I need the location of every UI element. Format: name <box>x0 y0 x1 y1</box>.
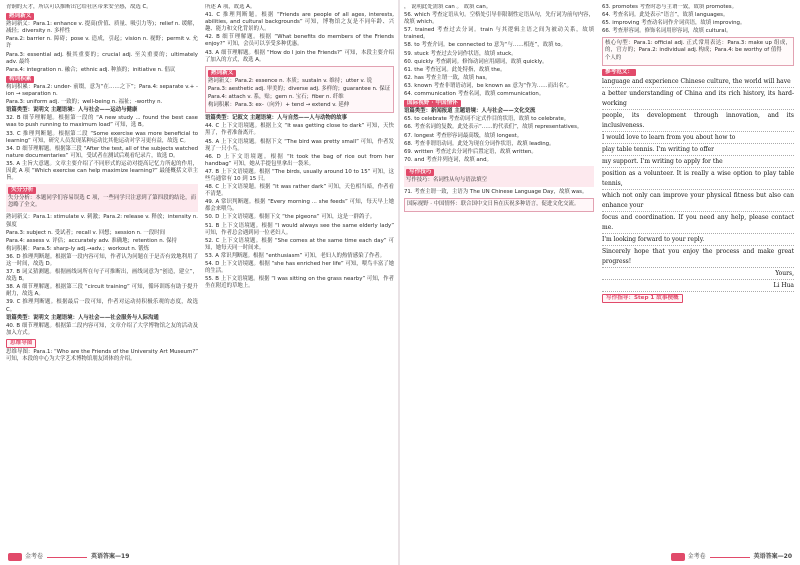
text-line: 青铜的天才，所以可以推断出它给社区带来安全感，故选 C。 <box>6 4 152 10</box>
essay-signature: Li Hua <box>602 281 794 292</box>
text-line: 46. D 上下文语境题。根据 “It took the bag of rice out from her handbag” 可知，她从手提包里拿出一袋米。 <box>205 153 394 167</box>
model-essay <box>602 77 794 292</box>
text-line: 常用表达：Para.3: make up 组成，构成；Para.4: be worthy of 值得 <box>698 40 791 54</box>
text-line: 45. A 上下文语境题。根据下文 “The bird was pretty small” 可知，作者发现了一只小鸟。 <box>205 138 394 152</box>
text-line: 39. C 推理判断题。根据最后一段可知，作者对运动持积极乐观的态度，故选 C。 <box>6 299 198 313</box>
page-number: 英语答案—20 <box>753 553 792 560</box>
text-line: ， 说明此处需填 can 。 故填 can。 <box>404 4 492 10</box>
text-line: 52. C 上下文语境题。根据 “She comes at the same time each day” 可知，她每天同一时间来。 <box>205 237 394 251</box>
text-line: Para.3: essential adj. 极其重要的；crucial adj. 至关重要的；ultimately adv. 最终 <box>6 51 198 65</box>
essay-line: focus and coordination. If you need any help, please contact me. <box>602 213 794 234</box>
text-line: 48. C 上下文语境题。根据 “it was rather dark” 可知，天色相当暗，作者看不清楚。 <box>205 184 394 198</box>
essay-closing: Yours, <box>602 269 794 280</box>
text-line: Para.4: integration n. 融合；ethnic adj. 种族的；initiative n. 倡议 <box>6 66 176 73</box>
essay-line: Sincerely hope that you enjoy the process and make great progress! <box>602 247 794 268</box>
vocab-grid <box>602 37 794 65</box>
footer-divider <box>47 557 87 558</box>
text-line: 49. A 常识判断题。根据 “Every morning ... she feeds” 可知，每天早上她都会来喂鸟。 <box>205 199 394 213</box>
right-page-column-1 <box>402 4 596 552</box>
text-line: 66. 考查名词的复数。此处表示“……的代表们”，故填 representatives。 <box>404 124 583 131</box>
section-tag: 熟词新义 <box>208 70 236 77</box>
essay-line: I'm looking forward to your reply. <box>602 235 794 246</box>
left-footer <box>8 552 129 562</box>
page-number: 英语答案—19 <box>91 553 130 560</box>
text-line: 38. A 细节理解题。根据第三段 “circuit training” 可知，循环训练有助于提升耐力，故选 A。 <box>6 284 198 298</box>
essay-line: which not only can improve your physical fitness but also can enhance your <box>602 191 794 212</box>
text-line: 43. A 细节理解题。根据 “How do I join the Friends?” 可知，本段主要介绍了加入的方式，故选 A。 <box>205 49 394 63</box>
text-line: 所述 A 项，故选 A。 <box>205 4 256 10</box>
text-line: Para.4: assess v. 评估；accurately adv. 准确地；retention n. 保持 <box>6 237 177 244</box>
text-line: 40. B 细节理解题。根据第二段内容可知，文章介绍了大学博物馆之友的活动及加入方式。 <box>6 322 198 336</box>
text-line: 构词积累：Para.2: under- 前缀，意为“在……之下”；Para.4: separate v.+ -ion → separation n. <box>6 83 198 98</box>
text-line: 65. to celebrate 考查动词不定式作目的状语，故填 to celebrate。 <box>404 116 570 123</box>
passage-type: 语篇类型：记叙文 主题语境：人与自然——人与动物的故事 <box>205 115 348 122</box>
essay-line: language and experience Chinese culture, the world will have <box>602 77 794 88</box>
section-tag: 写作技巧 <box>406 169 434 176</box>
section-tag: 国际视野 · 中国情怀 <box>404 100 461 107</box>
passage-type: 语篇类型：新闻报道 主题语境：人与社会——文化交流 <box>404 108 536 115</box>
passage-type: 语篇类型：说明文 主题语境：人与社会——社会服务与人际沟通 <box>6 314 159 321</box>
text-line: Para.3: subject n. 受试者；recall v. 回想；session n. 一段时间 <box>6 229 165 236</box>
text-line: 60. quickly 考查副词。修饰动词应用副词，故填 quickly。 <box>404 58 548 65</box>
text-line: 54. D 上下文语境题。根据 “she has enriched her life” 可知，喂鸟丰富了她的生活。 <box>205 261 394 275</box>
left-page-column-2 <box>203 4 396 552</box>
essay-line: people, its development through innovation, and its inclusiveness. <box>602 111 794 132</box>
essay-line: a better understanding of China and its rich history, its hard-working <box>602 89 794 110</box>
text-line: 50. D 上下文语境题。根据下文 “the pigeons” 可知，这是一群鸽子。 <box>205 214 376 221</box>
text-line: 34. D 细节理解题。根据第三段 “After the test, all of the subjects watched nature documentaries” 可知，受试者在测试后观看纪录片，故选 D。 <box>6 145 198 159</box>
text-line: 失分分析：本题同学们容易误选 C 项，一些同学只注意到了第四段的结论，而忽略了全文。 <box>8 195 196 209</box>
text-line: 68. 考查非谓语动词。此处为现在分词作状语，故填 leading。 <box>404 140 555 147</box>
text-line: 69. written 考查过去分词作后置定语，故填 written。 <box>404 148 537 155</box>
essay-line: position as a volunteer. It is really a wise option to play table tennis, <box>602 169 794 190</box>
tip-box <box>404 166 594 187</box>
highlight-box <box>404 198 594 212</box>
right-footer <box>671 552 792 562</box>
brand-name: 金考卷 <box>25 553 44 560</box>
text-line: 70. and 考查并列连词，故填 and。 <box>404 156 492 163</box>
text-line: 58. to 考查介词。be connected to 意为“与……相连”，故填 to。 <box>404 42 566 49</box>
vocab-box <box>205 66 394 113</box>
brand-logo-icon <box>671 553 685 561</box>
text-line: 35. A 主旨大意题。文章主要介绍了不同形式的运动对提高记忆力所起的作用，因此 A 项 “Which exercise can help maximize learning?” 最能概括文章主旨。 <box>6 160 198 182</box>
text-line: 熟词新义：Para.1: stimulate v. 刺激；Para.2: release v. 释放；intensity n. 强度 <box>6 214 198 228</box>
text-line: 65. improving 考查动名词作介词宾语，故填 improving。 <box>602 20 746 27</box>
right-page-column-2 <box>600 4 796 552</box>
text-line: 32. B 细节理解题。根据第一段的 “A new study ... found the best case was to push running to maximum load” 可知，选 B。 <box>6 115 198 129</box>
section-tag: 写作指导：Step 1 故事梗概 <box>602 294 683 303</box>
text-line: Para.4: attach v. 系，贴；gem n. 宝石；fiber n. 纤维 <box>208 94 344 101</box>
text-line: 57. trained 考查过去分词。train 与其逻辑主语之间为被动关系，故填 trained。 <box>404 27 594 41</box>
text-line: 思维导图：Para.1: “Who are the Friends of the University Art Museum?” 可知，本段的中心为大学艺术博物馆朋友团体的介绍。 <box>6 349 198 363</box>
section-tag: 思维导图 <box>6 339 36 348</box>
text-line: 55. B 上下文语境题。根据 “I was sitting on the grass nearby” 可知，作者坐在附近的草地上。 <box>205 276 394 290</box>
text-line: 66. 考查形容词。修饰名词用形容词，故填 cultural。 <box>602 28 732 35</box>
text-line: 63. known 考查非谓语动词，be known as 意为“作为……而出名”。 <box>404 82 572 89</box>
essay-line: I would love to learn from you about how to <box>602 133 794 144</box>
text-line: 59. stuck 考查过去分词作状语，故填 stuck。 <box>404 50 517 57</box>
text-line: Para.2: barrier n. 障碍；pose v. 造成，引起；vision n. 视野；permit v. 允许 <box>6 36 198 50</box>
text-line: 熟词新义：Para.2: essence n. 本质；sustain v. 维持；utter v. 说 <box>208 77 373 84</box>
section-tag: 失分分析 <box>8 187 36 194</box>
text-line: 熟词新义：Para.1: enhance v. 提高(价值、质量、吸引力等)；relief n. 缓解，减轻；diversity n. 多样性 <box>6 21 198 35</box>
text-line: 62. has 考查主谓一致，故填 has。 <box>404 74 491 81</box>
footer-divider <box>710 557 750 558</box>
section-tag: 构词积累 <box>6 76 34 83</box>
text-line: 构词积累：Para.5: sharp-ly adj.→adv.；workout n. 锻炼 <box>6 245 150 252</box>
essay-line: play table tennis. I'm writing to offer <box>602 145 794 156</box>
text-line: 36. D 推理判断题。根据第一段内容可知，作者认为问题在于是否有效地利用了这一时间，故选 D。 <box>6 253 198 267</box>
passage-type: 语篇类型：说明文 主题语境：人与社会——运动与健康 <box>6 107 138 114</box>
brand-name: 金考卷 <box>687 553 706 560</box>
text-line: 构词积累：Para.3: ex-（向外）+ tend → extend v. 延伸 <box>208 102 350 109</box>
text-line: Para.3: aesthetic adj. 审美的；diverse adj. 多样的；guarantee n. 保证 <box>208 85 391 92</box>
brand-logo-icon <box>8 553 22 561</box>
text-line: 核心句型：Para.1: official adj. 正式的，官方的；Para.2: individual adj. 个人的 <box>605 40 698 61</box>
text-line: 33. C 推理判断题。根据第二段 “Some exercise was more beneficial to learning” 可知，研究人员发现某种运动比其他运动对学习更有益，故选 C。 <box>6 130 198 144</box>
essay-line: my support. I'm writing to apply for the <box>602 157 794 168</box>
text-line: 64. 考查名词。此处表示“语言”，故填 languages。 <box>602 12 729 19</box>
text-line: 61. the 考查冠词。此处特指，故填 the。 <box>404 66 506 73</box>
text-line: Para.3: uniform adj. 一致的；well-being n. 福祉；-worthy n. <box>6 99 163 106</box>
tip-box <box>6 184 198 212</box>
text-line: 67. longest 考查形容词最高级，故填 longest。 <box>404 132 523 139</box>
page-gutter <box>398 0 400 565</box>
text-line: 国际视野 · 中国情怀：联合国中文日旨在庆祝多种语言，促进文化交流。 <box>407 201 580 208</box>
text-line: 56. which 考查定语从句。空格处引导非限制性定语从句，先行词为前句内容，故填 which。 <box>404 12 594 26</box>
left-page-column-1 <box>4 4 200 552</box>
section-tag: 熟词新义 <box>6 13 34 20</box>
text-line: 53. A 常识判断题。根据 “enthusiasm” 可知，老妇人的热情感染了作者。 <box>205 252 386 259</box>
text-line: 51. B 上下文语境题。根据 “I would always see the same elderly lady” 可知，作者总会遇到同一位老妇人。 <box>205 222 394 236</box>
text-line: 44. C 上下文语境题。根据上文 “It was getting close to dark” 可知，天快黑了，作者准备离开。 <box>205 123 394 137</box>
text-line: 写作技巧：名词性从句与语法填空 <box>406 176 487 183</box>
text-line: 42. B 细节理解题。根据 “What benefits do members of the Friends enjoy?” 可知，会员可以享受多种优惠。 <box>205 34 394 48</box>
section-tag: 参考范文： <box>602 69 636 76</box>
text-line: 47. B 上下文语境题。根据 “The birds, usually around 10 to 15” 可知，这些鸟通常有 10 到 15 只。 <box>205 168 394 182</box>
text-line: 41. C 推理判断题。根据 “Friends are people of all ages, interests, abilities, and cultural backgrounds” 可知，博物馆之友是不同年龄、兴趣、能力和文化背景的人。 <box>205 12 394 33</box>
text-line: 71. 考查主谓一致，主语为 The UN Chinese Language Day，故填 was。 <box>404 189 588 196</box>
text-line: 37. B 词义猜测题。根据画线词所在句子可推断出，画线词意为“创造，建立”，故选 B。 <box>6 269 198 283</box>
text-line: 64. communication 考查名词，故填 communication。 <box>404 91 545 98</box>
text-line: 63. promotes 考查时态与主谓一致，故填 promotes。 <box>602 4 738 10</box>
